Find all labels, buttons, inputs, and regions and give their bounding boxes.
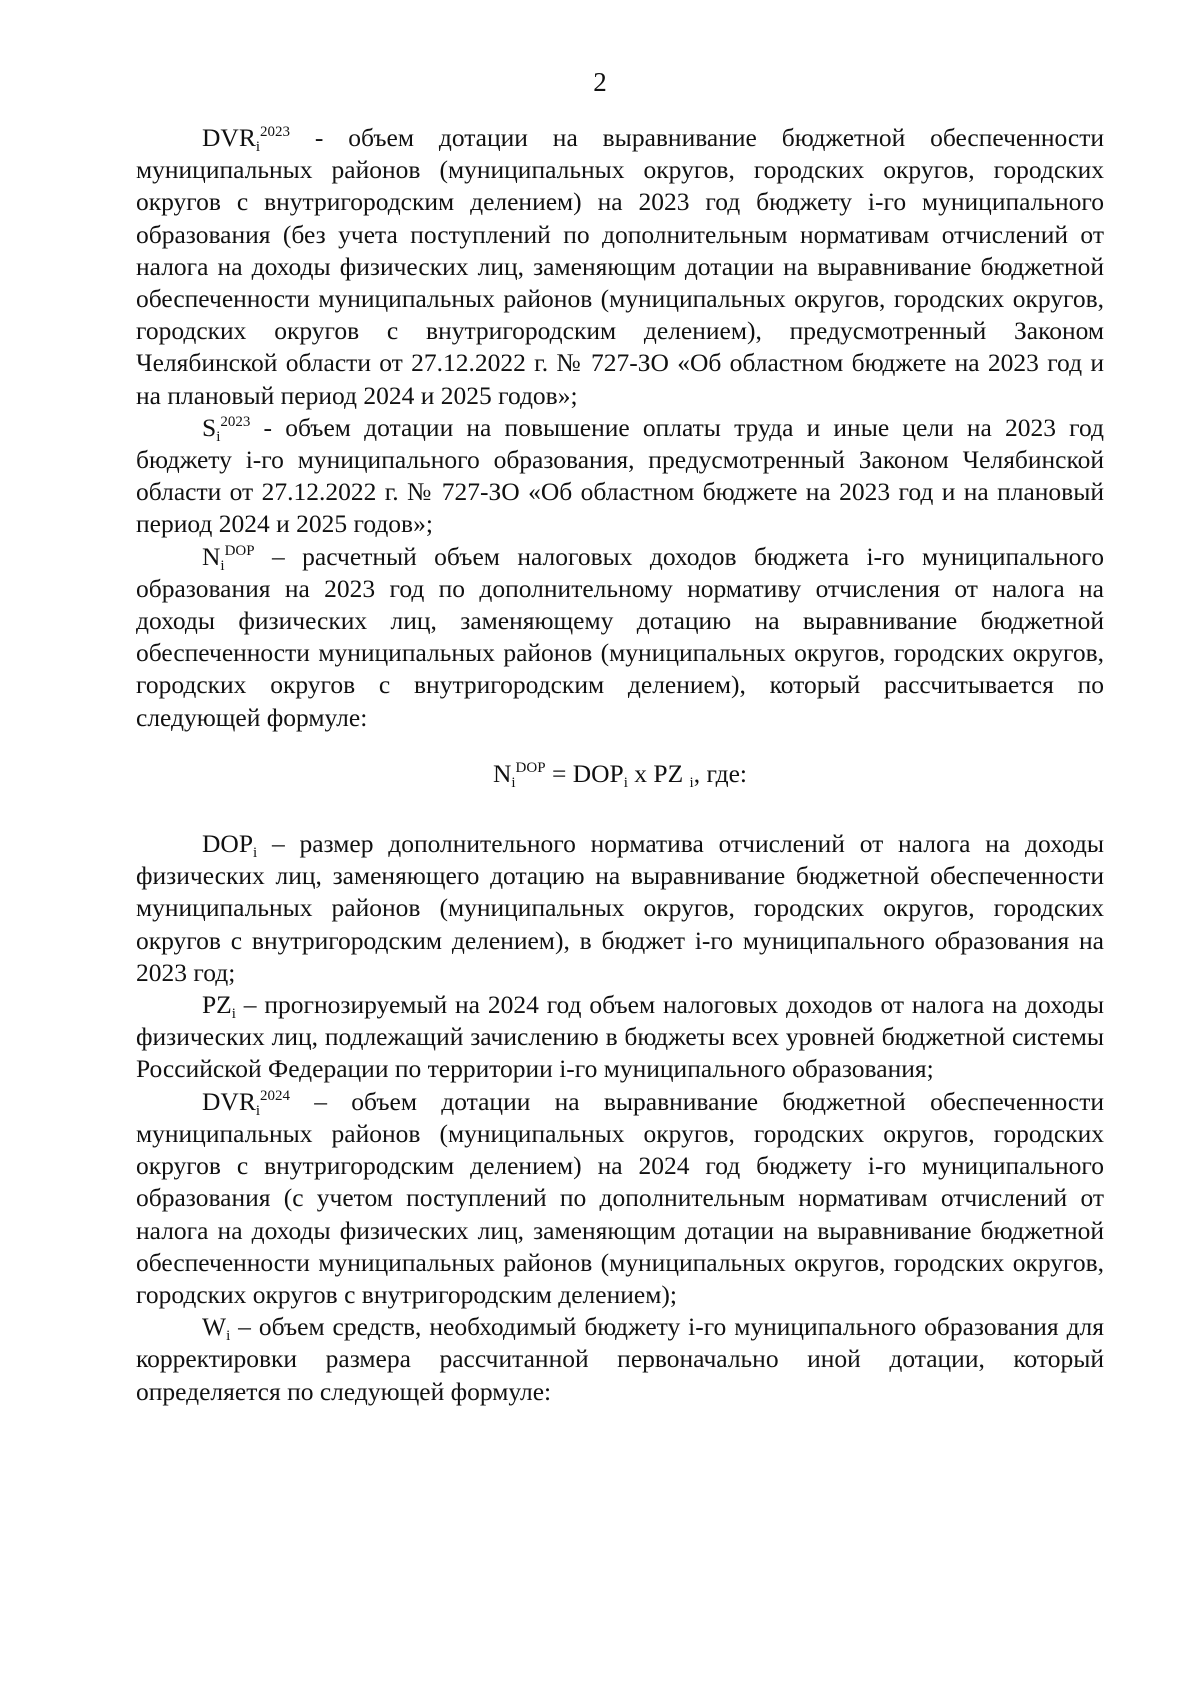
term: DVR <box>202 123 256 152</box>
definition-text: – прогнозируемый на 2024 год объем налоговых доходов от налога на доходы физических лиц, подлежащий зачислению в бюджеты всех уровней бюджетной системы Российской Федерации по территории i-го муниципального образования; <box>136 990 1104 1084</box>
term-superscript: DOP <box>224 542 255 559</box>
page-number: 2 <box>593 67 607 97</box>
formula-tail: , где: <box>693 758 748 788</box>
formula-multiply: x PZ <box>627 758 690 788</box>
term-superscript: 2023 <box>260 124 291 140</box>
term-subscript: i <box>253 845 258 862</box>
term: W <box>202 1312 227 1342</box>
formula-n-dop <box>136 758 1104 790</box>
term-subscript: i <box>216 428 221 445</box>
term-superscript: 2024 <box>260 1087 291 1104</box>
term: N <box>202 541 221 571</box>
definition-dvr-2023 <box>136 122 1104 412</box>
formula-pz-subscript: i <box>689 774 694 791</box>
term: PZ <box>202 990 232 1020</box>
term-subscript: i <box>255 139 261 155</box>
definition-s-2023 <box>136 412 1104 541</box>
definition-dop <box>136 828 1104 989</box>
definition-text: – объем дотации на выравнивание бюджетной обеспеченности муниципальных районов (муниципальных округов, городских округов, городских округов с внутригородским делением) на 2024 год бюджету i-го муниципального образования (с учетом поступлений по дополнительным нормативам отчислений от налога на доходы физических лиц, заменяющим дотации на выравнивание бюджетной обеспеченности муниципальных районов (муниципальных округов, городских округов, городских округов с внутригородским делением); <box>136 1086 1104 1309</box>
definition-text: – расчетный объем налоговых доходов бюджета i-го муниципального образования на 2023 год по дополнительному нормативу отчисления от налога на доходы физических лиц, заменяющему дотацию на выравнивание бюджетной обеспеченности муниципальных районов (муниципальных округов, городских округов, городских округов с внутригородским делением), который рассчитывается по следующей формуле: <box>136 541 1104 732</box>
document-body <box>136 122 1104 1408</box>
term: DVR <box>202 1086 256 1116</box>
definition-w <box>136 1311 1104 1408</box>
definition-dvr-2024 <box>136 1086 1104 1311</box>
formula-lhs-superscript: DOP <box>515 759 546 776</box>
formula-dop-subscript: i <box>623 774 628 791</box>
term-subscript: i <box>220 557 225 574</box>
definition-n-dop <box>136 541 1104 734</box>
term-subscript: i <box>226 1328 231 1345</box>
definition-text: – объем средств, необходимый бюджету i-го муниципального образования для корректировки размера рассчитанной первоначально иной дотации, который определяется по следующей формуле: <box>136 1312 1104 1406</box>
term-subscript: i <box>231 1006 236 1023</box>
term: DOP <box>202 829 254 859</box>
definition-text: - объем дотации на выравнивание бюджетной обеспеченности муниципальных районов (муниципальных округов, городских округов, городских округов с внутригородским делением) на 2023 год бюджету i-го муниципального образования (без учета поступлений по дополнительным нормативам отчислений от налога на доходы физических лиц, заменяющим дотации на выравнивание бюджетной обеспеченности муниципальных районов (муниципальных округов, городских округов, городских округов с внутригородским делением), предусмотренный Законом Челябинской области от 27.12.2022 г. № 727-ЗО «Об областном бюджете на 2023 год и на плановый период 2024 и 2025 годов»; <box>136 123 1104 410</box>
formula-lhs: N <box>492 758 512 788</box>
formula-equals: = DOP <box>545 758 624 788</box>
definition-text: – размер дополнительного норматива отчислений от налога на доходы физических лиц, заменяющего дотацию на выравнивание бюджетной обеспеченности муниципальных районов (муниципальных округов, городских округов, городских округов с внутригородским делением), в бюджет i-го муниципального образования на 2023 год; <box>136 829 1104 987</box>
term-subscript: i <box>255 1102 261 1119</box>
term-superscript: 2023 <box>220 413 251 430</box>
definition-pz <box>136 989 1104 1086</box>
term: S <box>202 412 217 442</box>
definition-text: - объем дотации на повышение оплаты труда и иные цели на 2023 год бюджету i-го муниципального образования, предусмотренный Законом Челябинской области от 27.12.2022 г. № 727-ЗО «Об областном бюджете на 2023 год и на плановый период 2024 и 2025 годов»; <box>136 412 1104 539</box>
formula-lhs-subscript: i <box>511 774 516 791</box>
